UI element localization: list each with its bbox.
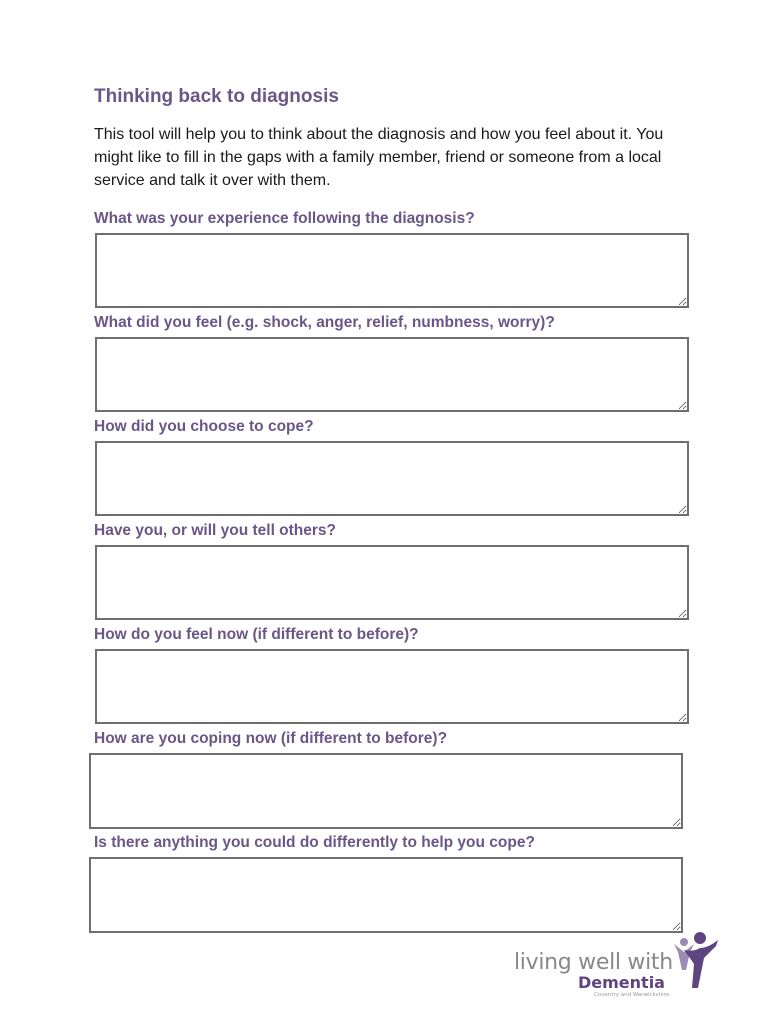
answer-field-coping-now[interactable]: [89, 753, 683, 829]
answer-field-tell-others[interactable]: [95, 545, 689, 620]
answer-field-cope[interactable]: [95, 441, 689, 516]
question-label-feel-now: How do you feel now (if different to before)?: [94, 626, 419, 643]
question-label-tell-others: Have you, or will you tell others?: [94, 522, 337, 539]
question-label-experience: What was your experience following the diagnosis?: [94, 210, 475, 227]
question-label-coping-now: How are you coping now (if different to before)?: [94, 730, 448, 747]
answer-field-experience[interactable]: [95, 233, 689, 308]
logo-text-region: Coventry and Warwickshire: [594, 992, 670, 998]
answer-field-feel-now[interactable]: [95, 649, 689, 724]
logo-text-living-well-with: living well with: [514, 950, 673, 975]
living-well-with-dementia-logo: [508, 930, 730, 1000]
answer-field-do-differently[interactable]: [89, 857, 683, 933]
question-label-do-differently: Is there anything you could do differently to help you cope?: [94, 834, 535, 851]
question-label-cope: How did you choose to cope?: [94, 418, 314, 435]
page-title: Thinking back to diagnosis: [94, 86, 339, 107]
question-label-feelings: What did you feel (e.g. shock, anger, relief, numbness, worry)?: [94, 314, 555, 331]
answer-field-feelings[interactable]: [95, 337, 689, 412]
people-figure-icon: [664, 930, 720, 992]
logo-text-dementia: Dementia: [578, 973, 665, 992]
intro-text: This tool will help you to think about the diagnosis and how you feel about it. You might like to fill in the gaps with a family member, friend or someone from a local service and talk it over with them.: [94, 126, 664, 189]
